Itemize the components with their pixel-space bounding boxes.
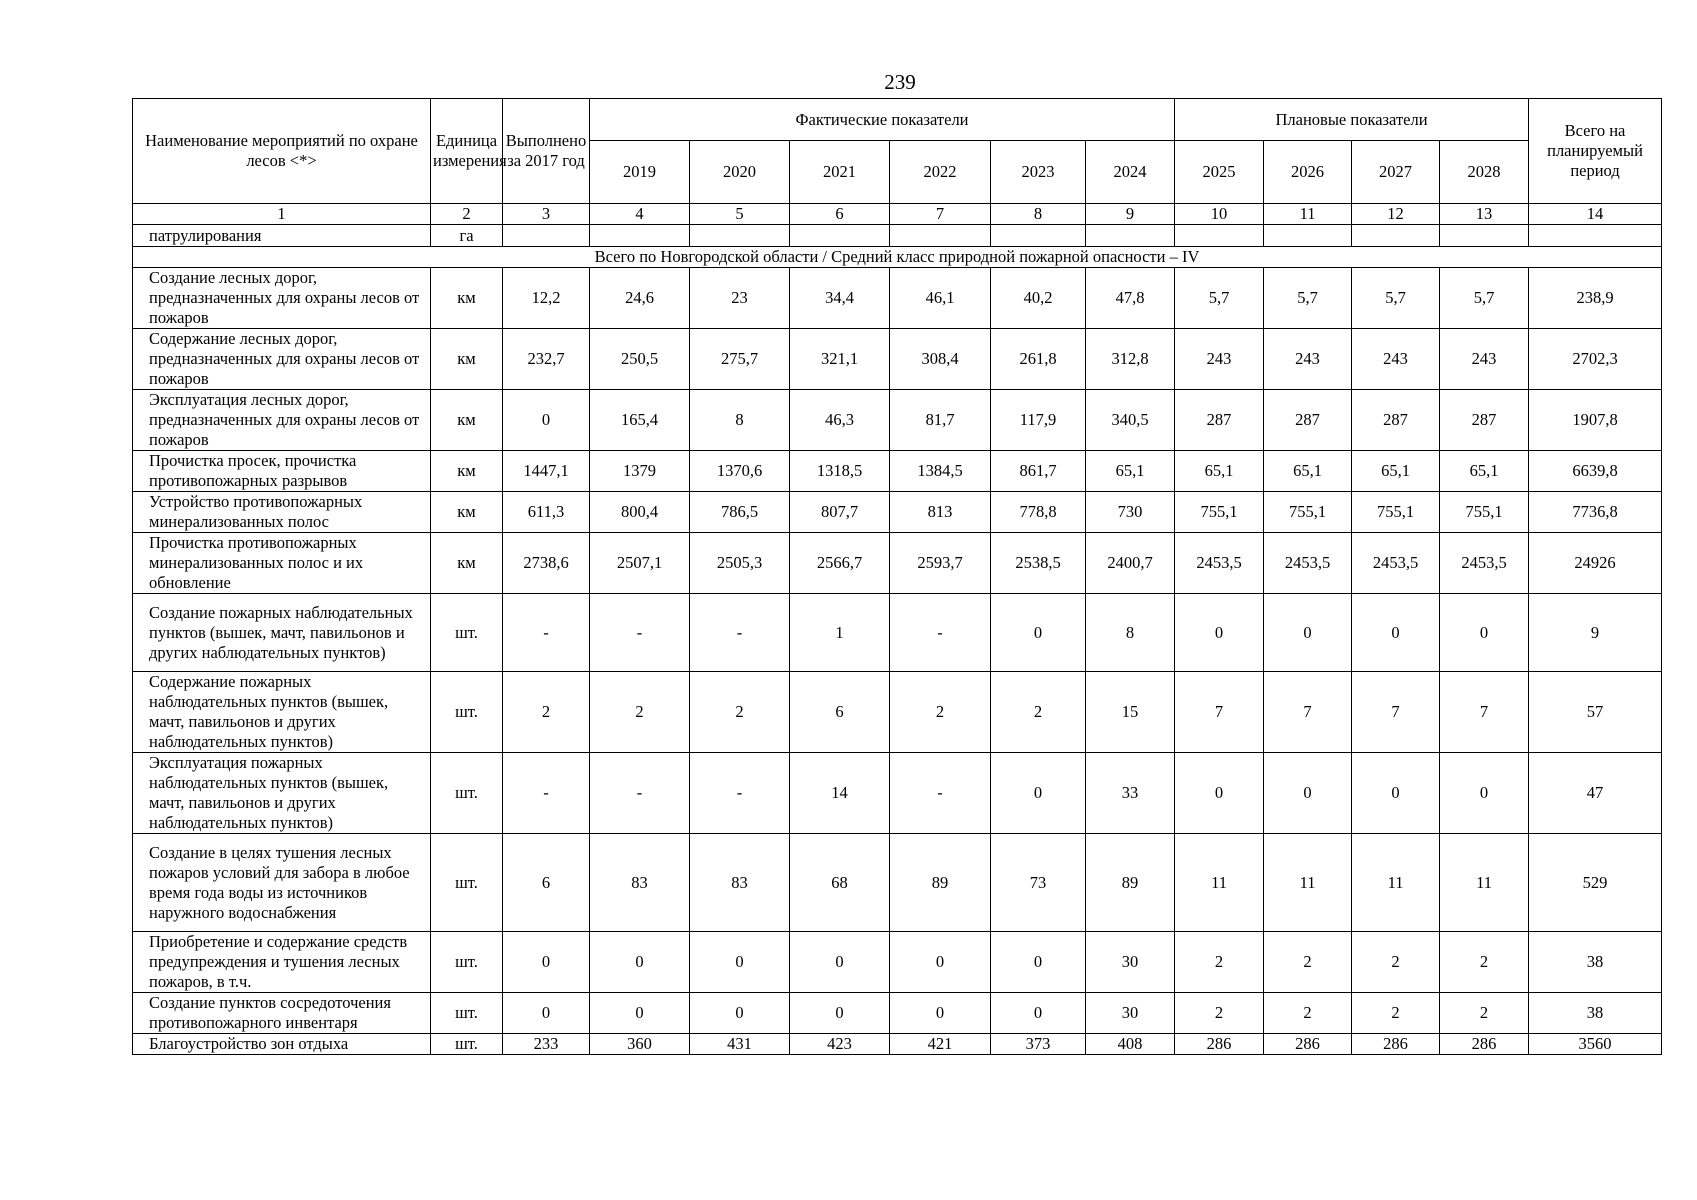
column-number: 13	[1440, 204, 1529, 225]
row-value: 8	[690, 390, 790, 451]
section-title: Всего по Новгородской области / Средний класс природной пожарной опасности – IV	[133, 247, 1662, 268]
row-value: 287	[1440, 390, 1529, 451]
row-unit: шт.	[431, 594, 503, 672]
column-number: 12	[1352, 204, 1440, 225]
row-value: 2	[690, 672, 790, 753]
row-value: 238,9	[1529, 268, 1662, 329]
row-value: 89	[890, 834, 991, 932]
row-value: 807,7	[790, 492, 890, 533]
row-value: 2	[890, 672, 991, 753]
row-value: 261,8	[991, 329, 1086, 390]
row-value: 0	[1352, 594, 1440, 672]
row-value: 2453,5	[1175, 533, 1264, 594]
row-value: 6	[790, 672, 890, 753]
row-value: 33	[1086, 753, 1175, 834]
row-unit: шт.	[431, 932, 503, 993]
row-value: 813	[890, 492, 991, 533]
row-name: Создание пожарных наблюдательных пунктов (вышек, мачт, павильонов и других наблюдательных пунктов)	[133, 594, 431, 672]
column-number: 4	[590, 204, 690, 225]
row-value: 68	[790, 834, 890, 932]
header-name: Наименование мероприятий по охране лесов <*>	[133, 99, 431, 204]
row-value: 47,8	[1086, 268, 1175, 329]
row-value: 0	[790, 993, 890, 1034]
row-value: -	[503, 594, 590, 672]
row-value: 286	[1175, 1034, 1264, 1055]
row-unit: га	[431, 225, 503, 247]
row-value: 0	[590, 993, 690, 1034]
row-value: 0	[690, 932, 790, 993]
row-value: 2507,1	[590, 533, 690, 594]
row-value: 312,8	[1086, 329, 1175, 390]
row-unit: шт.	[431, 993, 503, 1034]
row-value: 1907,8	[1529, 390, 1662, 451]
row-value: 0	[1440, 594, 1529, 672]
row-value: 800,4	[590, 492, 690, 533]
row-value: 755,1	[1264, 492, 1352, 533]
row-value: 2453,5	[1264, 533, 1352, 594]
row-value: 11	[1175, 834, 1264, 932]
row-value: 83	[690, 834, 790, 932]
row-unit: шт.	[431, 1034, 503, 1055]
row-name: Создание лесных дорог, предназначенных для охраны лесов от пожаров	[133, 268, 431, 329]
row-value: -	[690, 753, 790, 834]
table-row	[133, 329, 1662, 390]
table-row	[133, 672, 1662, 753]
row-value: 11	[1352, 834, 1440, 932]
table-row	[133, 268, 1662, 329]
year-header-cell: 2021	[790, 141, 890, 204]
row-value: 755,1	[1352, 492, 1440, 533]
year-header-cell: 2024	[1086, 141, 1175, 204]
table-row	[133, 451, 1662, 492]
row-value: 1384,5	[890, 451, 991, 492]
row-value: 2453,5	[1352, 533, 1440, 594]
column-number: 11	[1264, 204, 1352, 225]
row-value: 38	[1529, 993, 1662, 1034]
row-value: 2	[1440, 993, 1529, 1034]
row-value: 6	[503, 834, 590, 932]
table-row	[133, 492, 1662, 533]
row-value: 232,7	[503, 329, 590, 390]
row-value: 243	[1352, 329, 1440, 390]
row-value: 47	[1529, 753, 1662, 834]
row-value: 7	[1440, 672, 1529, 753]
row-value: 0	[890, 932, 991, 993]
row-value: 1318,5	[790, 451, 890, 492]
row-value: 65,1	[1440, 451, 1529, 492]
row-value: 11	[1264, 834, 1352, 932]
row-value: 0	[590, 932, 690, 993]
header-unit: Единица измерения	[431, 99, 503, 204]
header-actual: Фактические показатели	[590, 99, 1175, 141]
row-value: 286	[1352, 1034, 1440, 1055]
year-header-cell: 2027	[1352, 141, 1440, 204]
row-value: 0	[1352, 753, 1440, 834]
row-name: Эксплуатация лесных дорог, предназначенных для охраны лесов от пожаров	[133, 390, 431, 451]
row-value: 24,6	[590, 268, 690, 329]
table-row	[133, 594, 1662, 672]
row-value: 30	[1086, 993, 1175, 1034]
row-value: -	[890, 594, 991, 672]
row-value: 2702,3	[1529, 329, 1662, 390]
row-value: 2400,7	[1086, 533, 1175, 594]
row-value: 286	[1264, 1034, 1352, 1055]
row-value: 0	[991, 594, 1086, 672]
row-value: 7	[1175, 672, 1264, 753]
row-value: 165,4	[590, 390, 690, 451]
row-value: -	[690, 594, 790, 672]
row-value: 243	[1175, 329, 1264, 390]
row-value: 30	[1086, 932, 1175, 993]
year-header-cell: 2026	[1264, 141, 1352, 204]
table-row	[133, 390, 1662, 451]
row-name: патрулирования	[133, 225, 431, 247]
row-value: 2505,3	[690, 533, 790, 594]
row-value: 243	[1264, 329, 1352, 390]
row-value: 40,2	[991, 268, 1086, 329]
row-name: Содержание пожарных наблюдательных пунктов (вышек, мачт, павильонов и других наблюдательных пунктов)	[133, 672, 431, 753]
table-row	[133, 753, 1662, 834]
row-value: 2	[1175, 932, 1264, 993]
row-value: 2	[590, 672, 690, 753]
row-value: 2453,5	[1440, 533, 1529, 594]
row-value: 8	[1086, 594, 1175, 672]
row-value: 421	[890, 1034, 991, 1055]
year-header-cell: 2022	[890, 141, 991, 204]
row-value: 755,1	[1175, 492, 1264, 533]
row-value: 15	[1086, 672, 1175, 753]
row-value: 38	[1529, 932, 1662, 993]
row-value: 2	[991, 672, 1086, 753]
row-name: Прочистка противопожарных минерализованных полос и их обновление	[133, 533, 431, 594]
row-value: 786,5	[690, 492, 790, 533]
row-value: 2	[1264, 993, 1352, 1034]
row-value: 0	[503, 993, 590, 1034]
row-value: -	[503, 753, 590, 834]
row-value: 0	[1264, 594, 1352, 672]
row-value: 321,1	[790, 329, 890, 390]
row-value: 3560	[1529, 1034, 1662, 1055]
row-value: -	[590, 594, 690, 672]
row-value: 250,5	[590, 329, 690, 390]
row-name: Устройство противопожарных минерализованных полос	[133, 492, 431, 533]
row-unit: км	[431, 533, 503, 594]
column-number: 8	[991, 204, 1086, 225]
row-value: 755,1	[1440, 492, 1529, 533]
row-value: 7	[1264, 672, 1352, 753]
row-value: 5,7	[1175, 268, 1264, 329]
row-value: 73	[991, 834, 1086, 932]
row-value: 287	[1175, 390, 1264, 451]
row-value: 0	[1175, 753, 1264, 834]
row-value: 0	[1175, 594, 1264, 672]
row-value: 65,1	[1086, 451, 1175, 492]
forest-protection-table	[132, 98, 1662, 1055]
row-value: 1447,1	[503, 451, 590, 492]
row-name: Эксплуатация пожарных наблюдательных пунктов (вышек, мачт, павильонов и других наблюдательных пунктов)	[133, 753, 431, 834]
row-value: 2593,7	[890, 533, 991, 594]
table-row	[133, 993, 1662, 1034]
row-value: 1379	[590, 451, 690, 492]
row-value: 2	[1175, 993, 1264, 1034]
table-row	[133, 932, 1662, 993]
column-number-row	[133, 204, 1662, 225]
row-value: 2738,6	[503, 533, 590, 594]
row-value: 2566,7	[790, 533, 890, 594]
row-name: Благоустройство зон отдыха	[133, 1034, 431, 1055]
row-unit: км	[431, 492, 503, 533]
row-value: 24926	[1529, 533, 1662, 594]
row-value: 65,1	[1175, 451, 1264, 492]
page-number: 239	[884, 70, 916, 94]
row-value: 360	[590, 1034, 690, 1055]
column-number: 7	[890, 204, 991, 225]
row-name: Прочистка просек, прочистка противопожарных разрывов	[133, 451, 431, 492]
row-value: 2	[1352, 932, 1440, 993]
column-number: 14	[1529, 204, 1662, 225]
table-row	[133, 533, 1662, 594]
row-value: 408	[1086, 1034, 1175, 1055]
row-value: 9	[1529, 594, 1662, 672]
row-unit: км	[431, 451, 503, 492]
row-value: 57	[1529, 672, 1662, 753]
column-number: 6	[790, 204, 890, 225]
row-value: 861,7	[991, 451, 1086, 492]
row-value: 117,9	[991, 390, 1086, 451]
row-value: 2	[503, 672, 590, 753]
row-value: 12,2	[503, 268, 590, 329]
row-value: 275,7	[690, 329, 790, 390]
row-value: 233	[503, 1034, 590, 1055]
header-planned: Плановые показатели	[1175, 99, 1529, 141]
row-value: 730	[1086, 492, 1175, 533]
column-number: 10	[1175, 204, 1264, 225]
row-value: -	[590, 753, 690, 834]
row-value: 7736,8	[1529, 492, 1662, 533]
row-value: 243	[1440, 329, 1529, 390]
row-value: 1	[790, 594, 890, 672]
row-value: 0	[690, 993, 790, 1034]
row-value: 0	[991, 993, 1086, 1034]
column-number: 1	[133, 204, 431, 225]
year-header-cell: 2019	[590, 141, 690, 204]
column-number: 9	[1086, 204, 1175, 225]
row-value: 287	[1352, 390, 1440, 451]
row-value: 423	[790, 1034, 890, 1055]
row-name: Приобретение и содержание средств предупреждения и тушения лесных пожаров, в т.ч.	[133, 932, 431, 993]
row-value: 5,7	[1352, 268, 1440, 329]
row-value: 0	[890, 993, 991, 1034]
row-value: 14	[790, 753, 890, 834]
row-value: 0	[503, 390, 590, 451]
row-value: 308,4	[890, 329, 991, 390]
row-value: 287	[1264, 390, 1352, 451]
header-done-2017: Выполнено за 2017 год	[503, 99, 590, 204]
row-value: 2	[1352, 993, 1440, 1034]
row-value: 83	[590, 834, 690, 932]
column-number: 5	[690, 204, 790, 225]
table-row	[133, 225, 1662, 247]
row-unit: км	[431, 390, 503, 451]
row-value: 0	[991, 753, 1086, 834]
table-row	[133, 1034, 1662, 1055]
header-total: Всего на планируемый период	[1529, 99, 1662, 204]
row-value: 431	[690, 1034, 790, 1055]
row-value: 23	[690, 268, 790, 329]
row-value: 2	[1264, 932, 1352, 993]
row-unit: шт.	[431, 672, 503, 753]
row-unit: шт.	[431, 834, 503, 932]
row-value: 0	[790, 932, 890, 993]
row-value: 7	[1352, 672, 1440, 753]
row-value: 373	[991, 1034, 1086, 1055]
year-header-cell: 2025	[1175, 141, 1264, 204]
column-number: 3	[503, 204, 590, 225]
row-value: 0	[1264, 753, 1352, 834]
row-value: 11	[1440, 834, 1529, 932]
row-value: 0	[1440, 753, 1529, 834]
row-value: 1370,6	[690, 451, 790, 492]
row-unit: км	[431, 268, 503, 329]
row-unit: шт.	[431, 753, 503, 834]
year-header-cell: 2028	[1440, 141, 1529, 204]
column-number: 2	[431, 204, 503, 225]
row-value: 0	[991, 932, 1086, 993]
row-value: 2538,5	[991, 533, 1086, 594]
row-value: 65,1	[1264, 451, 1352, 492]
row-value: 286	[1440, 1034, 1529, 1055]
row-value: 34,4	[790, 268, 890, 329]
row-value: 65,1	[1352, 451, 1440, 492]
row-value: 46,3	[790, 390, 890, 451]
row-value: -	[890, 753, 991, 834]
row-value: 46,1	[890, 268, 991, 329]
row-value: 6639,8	[1529, 451, 1662, 492]
row-name: Создание в целях тушения лесных пожаров условий для забора в любое время года воды из источников наружного водоснабжения	[133, 834, 431, 932]
row-value: 778,8	[991, 492, 1086, 533]
row-value: 2	[1440, 932, 1529, 993]
section-row	[133, 247, 1662, 268]
row-value: 529	[1529, 834, 1662, 932]
row-value: 89	[1086, 834, 1175, 932]
row-value: 5,7	[1264, 268, 1352, 329]
row-value: 0	[503, 932, 590, 993]
row-value: 5,7	[1440, 268, 1529, 329]
row-value: 611,3	[503, 492, 590, 533]
row-unit: км	[431, 329, 503, 390]
row-name: Создание пунктов сосредоточения противопожарного инвентаря	[133, 993, 431, 1034]
row-value: 81,7	[890, 390, 991, 451]
table-row	[133, 834, 1662, 932]
year-header-cell: 2020	[690, 141, 790, 204]
row-value: 340,5	[1086, 390, 1175, 451]
year-header-cell: 2023	[991, 141, 1086, 204]
row-name: Содержание лесных дорог, предназначенных для охраны лесов от пожаров	[133, 329, 431, 390]
